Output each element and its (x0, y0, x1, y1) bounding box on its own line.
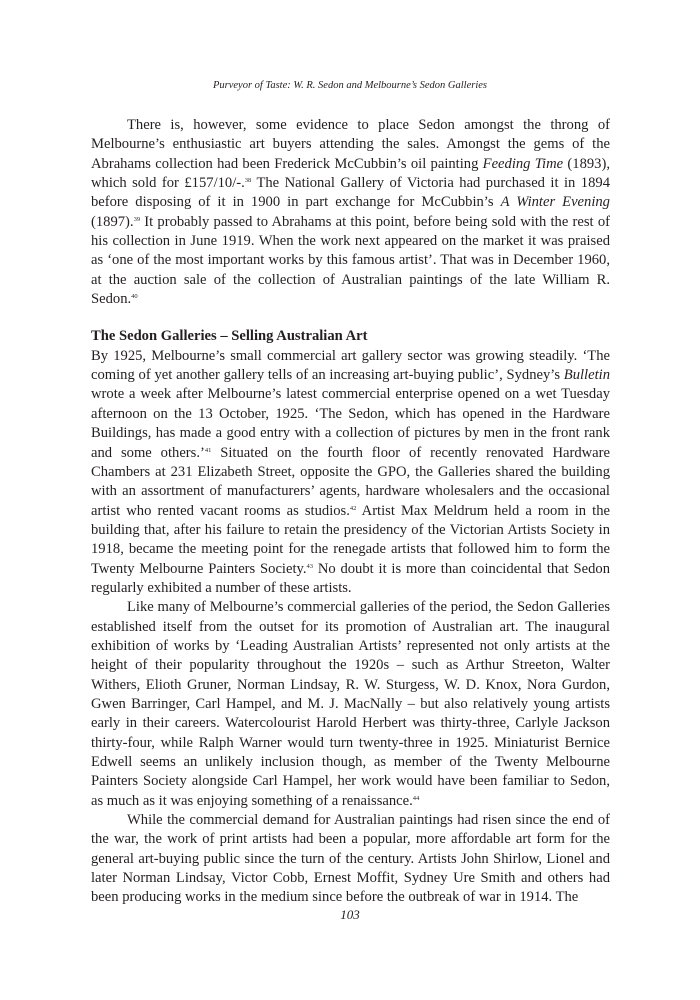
italic-title: A Winter Evening (500, 194, 610, 211)
paragraph-4: While the commercial demand for Australian paintings had risen since the end of the war, the work of print artists had been a popular, more affordable art form for the general art-buying public since the turn of the century. Artists John Shirlow, Lionel and later Norman Lindsay, Victor Cobb, Ernest Moffit, Sydney Ure Smith and others had been producing works in the medium since before the outbreak of war in 1914. The (91, 812, 610, 906)
footnote-ref: 42 (349, 504, 357, 512)
footnote-ref: 38 (244, 177, 252, 185)
section-heading: The Sedon Galleries – Selling Australian Art (91, 328, 368, 345)
italic-title: Feeding Time (482, 155, 564, 172)
footnote-ref: 44 (412, 794, 420, 802)
paragraph-3: Like many of Melbourne’s commercial galleries of the period, the Sedon Galleries established itself from the outset for its promotion of Australian art. The inaugural exhibition of works by ‘Leading Australian Artists’ represented not only artists at the height of their popularity throughout the 1920s – such as Arthur Streeton, Walter Withers, Elioth Gruner, Norman Lindsay, R. W. Sturgess, W. D. Knox, Nora Gurdon, Gwen Barringer, Carl Hampel, and M. J. MacNally – but also relatively young artists early in their careers. Watercolourist Harold Herbert was thirty-three, Carlyle Jackson thirty-four, while Ralph Warner would turn twenty-three in 1925. Miniaturist Bernice Edwell seems an unlikely inclusion though, as member of the Twenty Melbourne Painters Society alongside Carl Hampel, her work would have been familiar to Sedon, as much as it was enjoying something of a renaissance.$^{44}$ (91, 599, 610, 809)
paragraph-1: There is, however, some evidence to place Sedon amongst the throng of Melbourne’s enthusiastic art buyers attending the sales. Amongst the gems of the Abrahams collection had been Frederick McCubbin’s oil painting Feeding Time (1893), which sold for £157/10/-.$^{38}$ The National Gallery of Victoria had purchased it in 1894 before disposing of it in 1900 in part exchange for McCubbin’s A Winter Evening (1897).$^{39}$ It probably passed to Abrahams at this point, before being sold with the rest of his collection in June 1919. When the work next appeared on the market it was praised as ‘one of the most important works by this famous artist’. That was in December 1960, at the auction sale of the collection of Australian paintings of the late William R. Sedon.$^{40}$ (91, 117, 610, 308)
page-number: 103 (340, 907, 360, 922)
italic-title: Bulletin (563, 367, 610, 384)
running-head: Purveyor of Taste: W. R. Sedon and Melbourne’s Sedon Galleries (212, 80, 488, 91)
footnote-ref: 41 (204, 446, 212, 454)
body-text (91, 116, 610, 908)
footnote-ref: 43 (306, 562, 314, 570)
footnote-ref: 39 (133, 215, 141, 223)
paragraph-2: By 1925, Melbourne’s small commercial art gallery sector was growing steadily. ‘The coming of yet another gallery tells of an increasing art-buying public’, Sydney’s Bulletin wrote a week after Melbourne’s latest commercial enterprise opened on a wet Tuesday afternoon on the 13 October, 1925. ‘The Sedon, which has opened in the Hardware Buildings, has made a good entry with a collection of pictures by men in the front rank and some others.’$^{41}$ Situated on the fourth floor of recently renovated Hardware Chambers at 231 Elizabeth Street, opposite the GPO, the Galleries shared the building with an assortment of manufacturers’ agents, hardware wholesalers and the occasional artist who rented vacant rooms as studios.$^{42}$ Artist Max Meldrum held a room in the building that, after his failure to retain the presidency of the Victorian Artists Society in 1918, became the meeting point for the renegade artists that followed him to form the Twenty Melbourne Painters Society.$^{43}$ No doubt it is more than coincidental that Sedon regularly exhibited a number of these artists. (91, 347, 610, 596)
footnote-ref: 40 (131, 293, 138, 301)
